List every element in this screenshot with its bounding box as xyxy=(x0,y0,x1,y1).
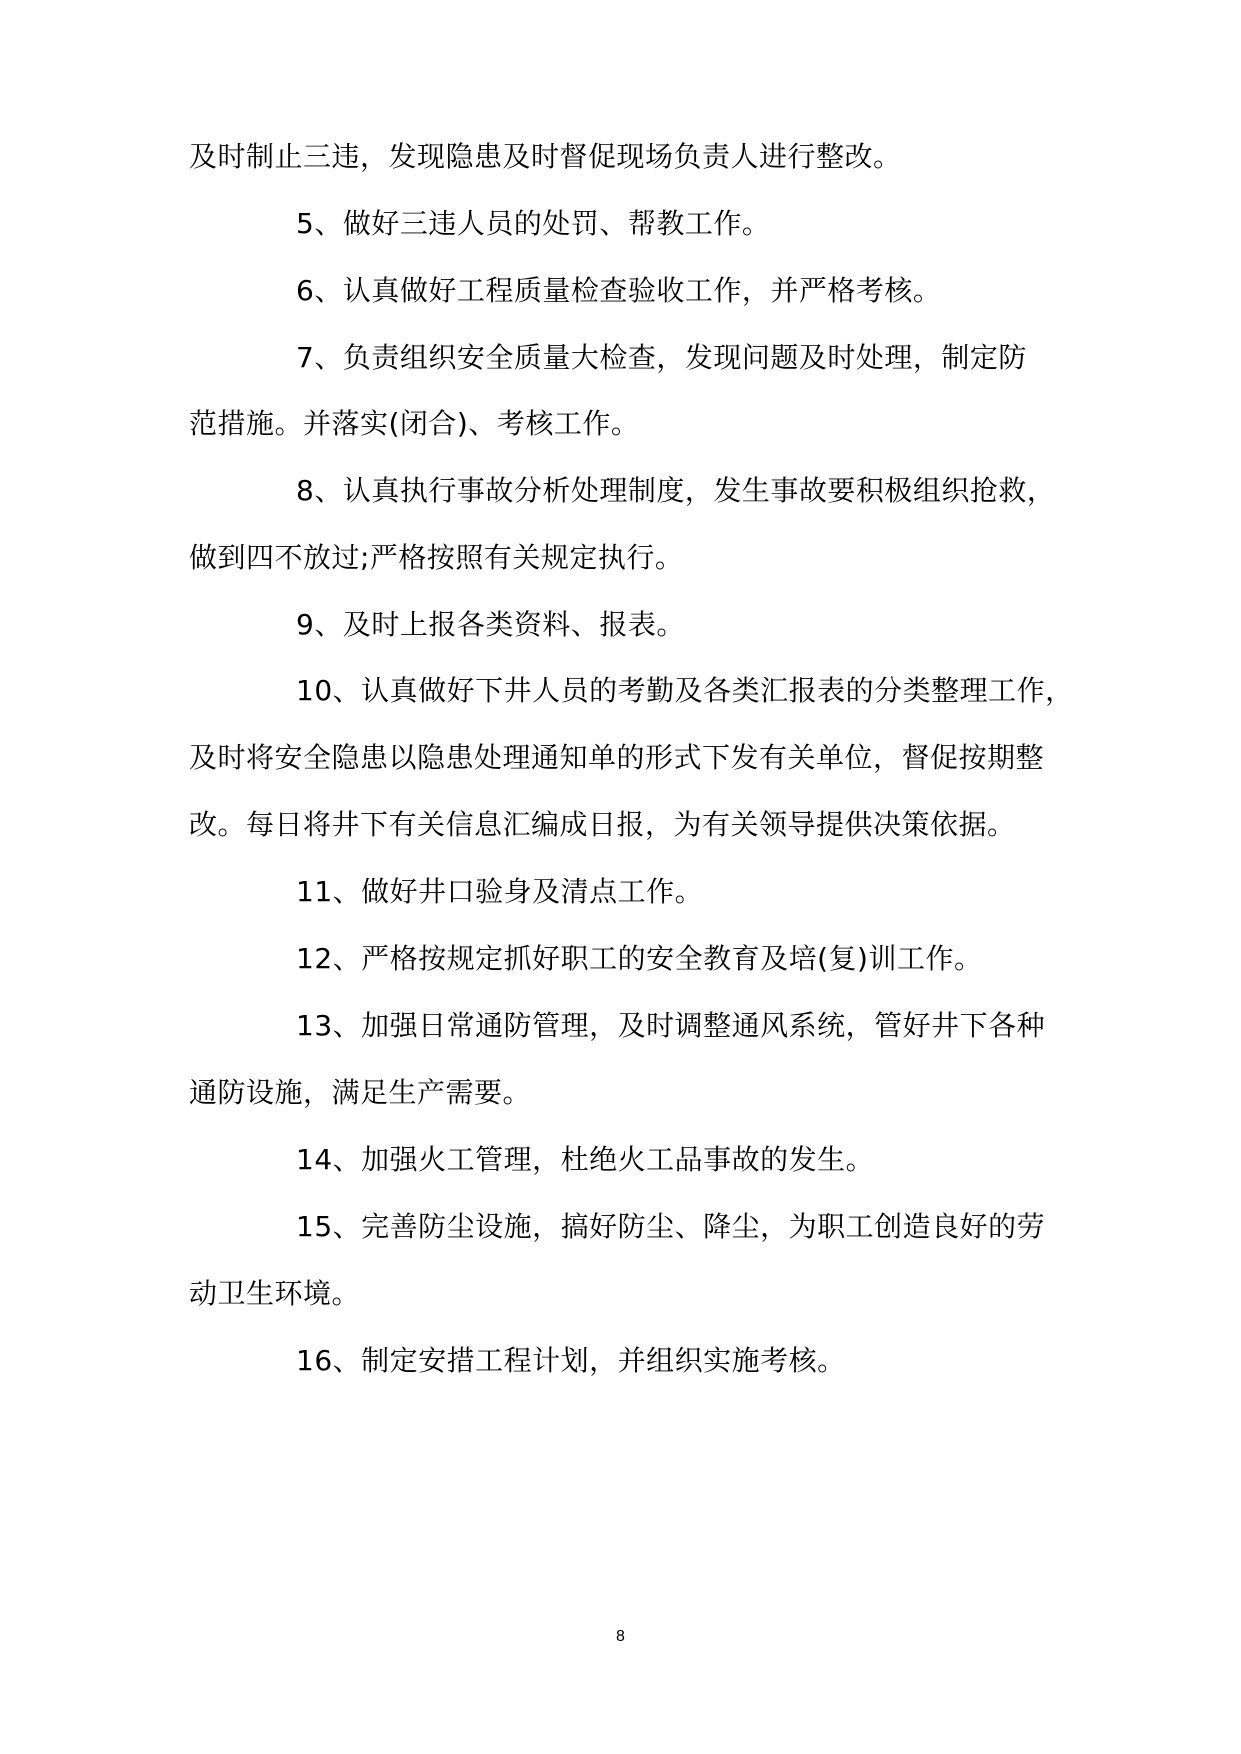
text-line: 5、做好三违人员的处罚、帮教工作。 xyxy=(296,207,771,240)
text-line: 15、完善防尘设施，搞好防尘、降尘，为职工创造良好的劳 xyxy=(296,1210,1046,1243)
text-line: 11、做好井口验身及清点工作。 xyxy=(296,875,704,908)
text-line: 6、认真做好工程质量检查验收工作，并严格考核。 xyxy=(296,274,942,307)
text-line: 通防设施，满足生产需要。 xyxy=(189,1076,532,1109)
text-line: 改。每日将井下有关信息汇编成日报，为有关领导提供决策依据。 xyxy=(189,808,1016,841)
text-line: 13、加强日常通防管理，及时调整通风系统，管好井下各种 xyxy=(296,1009,1046,1042)
page-number: 8 xyxy=(616,1628,625,1645)
text-line: 及时制止三违，发现隐患及时督促现场负责人进行整改。 xyxy=(189,140,902,173)
text-line: 动卫生环境。 xyxy=(189,1277,361,1310)
text-line: 12、严格按规定抓好职工的安全教育及培(复)训工作。 xyxy=(296,942,983,975)
text-line: 8、认真执行事故分析处理制度，发生事故要积极组织抢救， xyxy=(296,474,1056,507)
text-line: 10、认真做好下井人员的考勤及各类汇报表的分类整理工作， xyxy=(296,674,1074,707)
text-line: 及时将安全隐患以隐患处理通知单的形式下发有关单位，督促按期整 xyxy=(189,741,1045,774)
text-line: 9、及时上报各类资料、报表。 xyxy=(296,608,685,641)
text-line: 7、负责组织安全质量大检查，发现问题及时处理，制定防 xyxy=(296,341,1027,374)
text-line: 14、加强火工管理，杜绝火工品事故的发生。 xyxy=(296,1143,875,1176)
text-line: 做到四不放过;严格按照有关规定执行。 xyxy=(189,541,684,574)
text-line: 范措施。并落实(闭合)、考核工作。 xyxy=(189,407,640,440)
text-line: 16、制定安措工程计划，并组织实施考核。 xyxy=(296,1344,846,1377)
